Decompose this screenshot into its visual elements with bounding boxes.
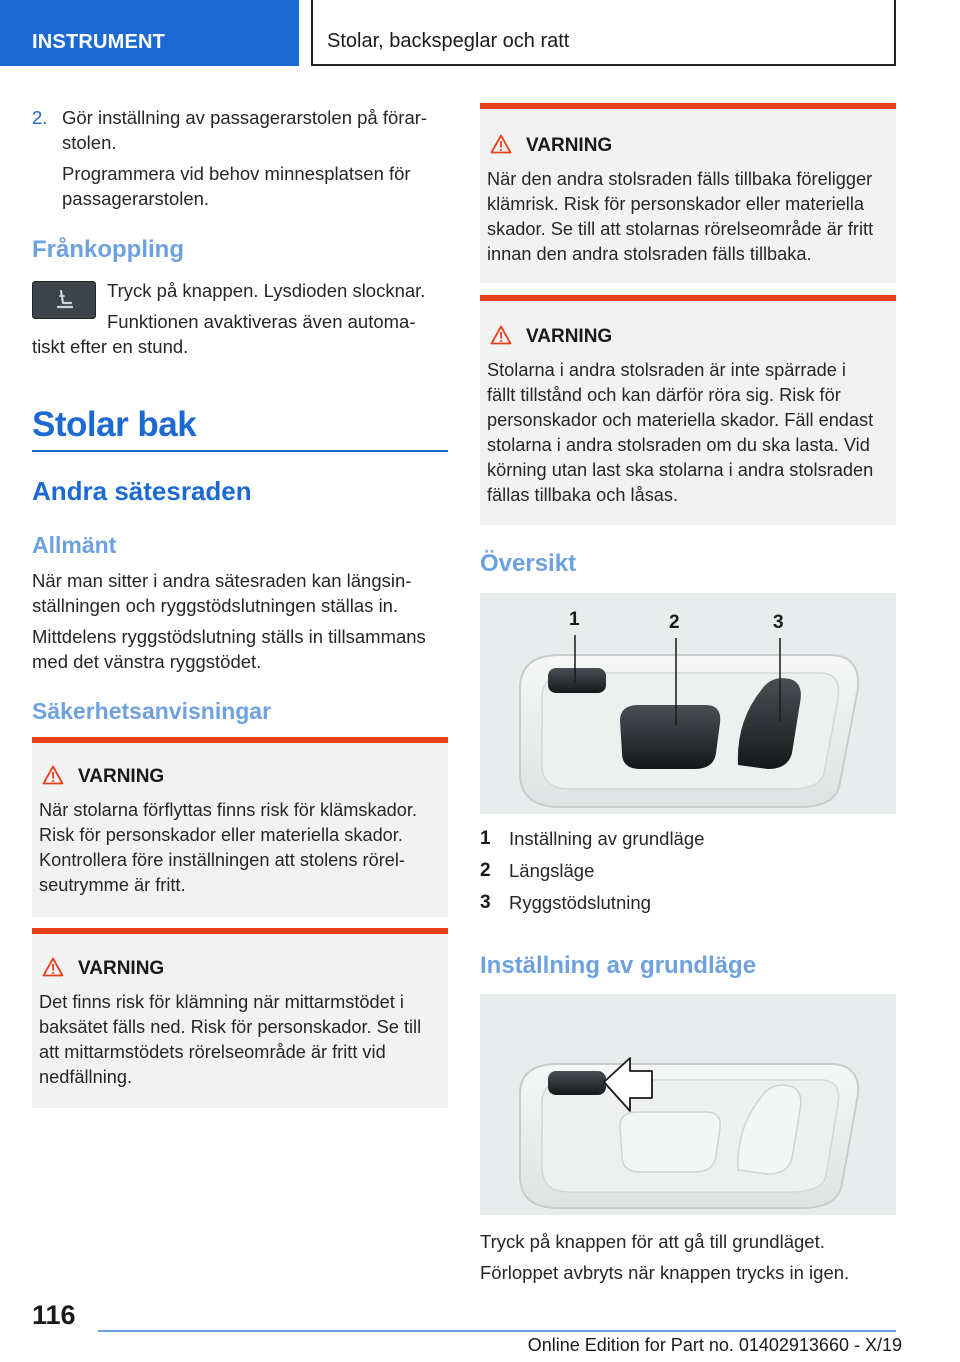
callout-label: 3	[773, 612, 784, 633]
warning-line: baksätet fälls ned. Risk för personskador. Se till	[39, 1017, 422, 1037]
callout-label: 1	[569, 609, 580, 630]
warning-triangle-icon	[42, 957, 64, 977]
warning-line: stolarna i andra stolsraden om du ska lasta. Vid	[487, 435, 870, 455]
warning-box	[32, 737, 448, 917]
warning-line: innan den andra stolsraden fälls tillbaka.	[487, 244, 812, 264]
allmant-text-line: ställningen och ryggstödslutningen ställas in.	[32, 595, 399, 616]
warning-line: Kontrollera före inställningen att stolens rörel-	[39, 850, 405, 870]
legend-text: Inställning av grundläge	[509, 828, 705, 849]
warning-triangle-icon	[490, 134, 512, 154]
seat-controls-overview-image	[480, 593, 896, 814]
header-section-label: INSTRUMENT	[32, 31, 166, 53]
warning-line: Det finns risk för klämning när mittarmstödet i	[39, 992, 404, 1012]
warning-line: skador. Se till att stolarnas rörelseområde är fritt	[487, 219, 874, 239]
page-number: 116	[32, 1300, 76, 1330]
warning-line: seutrymme är fritt.	[39, 875, 186, 895]
sakerhetsanvisningar-heading: Säkerhetsanvisningar	[32, 698, 272, 724]
warning-line: nedfällning.	[39, 1067, 133, 1087]
warning-title: VARNING	[526, 326, 613, 347]
warning-title: VARNING	[526, 135, 613, 156]
grundlage-text-line: Tryck på knappen för att gå till grundläget.	[480, 1231, 825, 1252]
warning-title: VARNING	[78, 958, 165, 979]
warning-line: fällt tillstånd och kan därför röra sig. Risk för	[487, 385, 841, 405]
step-text-line: Gör inställning av passagerarstolen på förar-	[62, 107, 428, 128]
step-text-line: passagerarstolen.	[62, 188, 210, 209]
grundlage-text-line: Förloppet avbryts när knappen trycks in igen.	[480, 1262, 850, 1283]
seat-button-icon	[32, 281, 96, 319]
warning-line: Risk för personskador eller materiella skador.	[39, 825, 403, 845]
warning-title: VARNING	[78, 766, 165, 787]
legend-number: 1	[480, 828, 491, 849]
warning-line: personskador och materiella skador. Fäll endast	[487, 410, 874, 430]
oversikt-heading: Översikt	[480, 550, 577, 577]
allmant-text-line: När man sitter i andra sätesraden kan längsin-	[32, 570, 412, 591]
callout-label: 2	[669, 612, 680, 633]
footer-rule	[98, 1330, 896, 1332]
legend-number: 3	[480, 892, 491, 913]
warning-line: klämrisk. Risk för personskador eller materiella	[487, 194, 864, 214]
footer-edition-text: Online Edition for Part no. 01402913660 - X/19	[527, 1335, 902, 1355]
seat-reset-button-image	[480, 994, 896, 1215]
header-section-tab	[0, 0, 299, 66]
header-chapter-tab	[311, 0, 896, 66]
warning-box	[32, 928, 448, 1108]
step-text-line: stolen.	[62, 132, 117, 153]
allmant-heading: Allmänt	[32, 532, 117, 558]
stolar-bak-heading: Stolar bak	[32, 405, 197, 444]
legend-text: Ryggstödslutning	[509, 892, 651, 913]
warning-line: Stolarna i andra stolsraden är inte spärrade i	[487, 360, 846, 380]
warning-box	[480, 103, 896, 283]
warning-line: När den andra stolsraden fälls tillbaka föreligger	[487, 169, 873, 189]
step-text-line: Programmera vid behov minnesplatsen för	[62, 163, 411, 184]
warning-box	[480, 295, 896, 525]
header-chapter-label: Stolar, backspeglar och ratt	[327, 30, 570, 52]
warning-line: fällas tillbaka och låsas.	[487, 485, 679, 505]
warning-line: När stolarna förflyttas finns risk för klämskador.	[39, 800, 418, 820]
warning-triangle-icon	[490, 325, 512, 345]
warning-line: att mittarmstödets rörelseområde är fritt vid	[39, 1042, 386, 1062]
frankoppling-text-line: Tryck på knappen. Lysdioden slocknar.	[107, 280, 426, 301]
allmant-text-line: med det vänstra ryggstödet.	[32, 651, 262, 672]
warning-line: körning utan last ska stolarna i andra stolsraden	[487, 460, 874, 480]
legend-number: 2	[480, 860, 491, 881]
frankoppling-text-line: Funktionen avaktiveras även automa-	[107, 311, 416, 332]
step-number: 2.	[32, 107, 48, 128]
andra-satesraden-heading: Andra sätesraden	[32, 476, 252, 506]
grundlage-heading: Inställning av grundläge	[480, 952, 757, 979]
legend-text: Längsläge	[509, 860, 595, 881]
heading-rule	[32, 450, 448, 452]
warning-triangle-icon	[42, 765, 64, 785]
frankoppling-text-line: tiskt efter en stund.	[32, 336, 189, 357]
allmant-text-line: Mittdelens ryggstödslutning ställs in tillsammans	[32, 626, 426, 647]
frankoppling-heading: Frånkoppling	[32, 236, 184, 263]
